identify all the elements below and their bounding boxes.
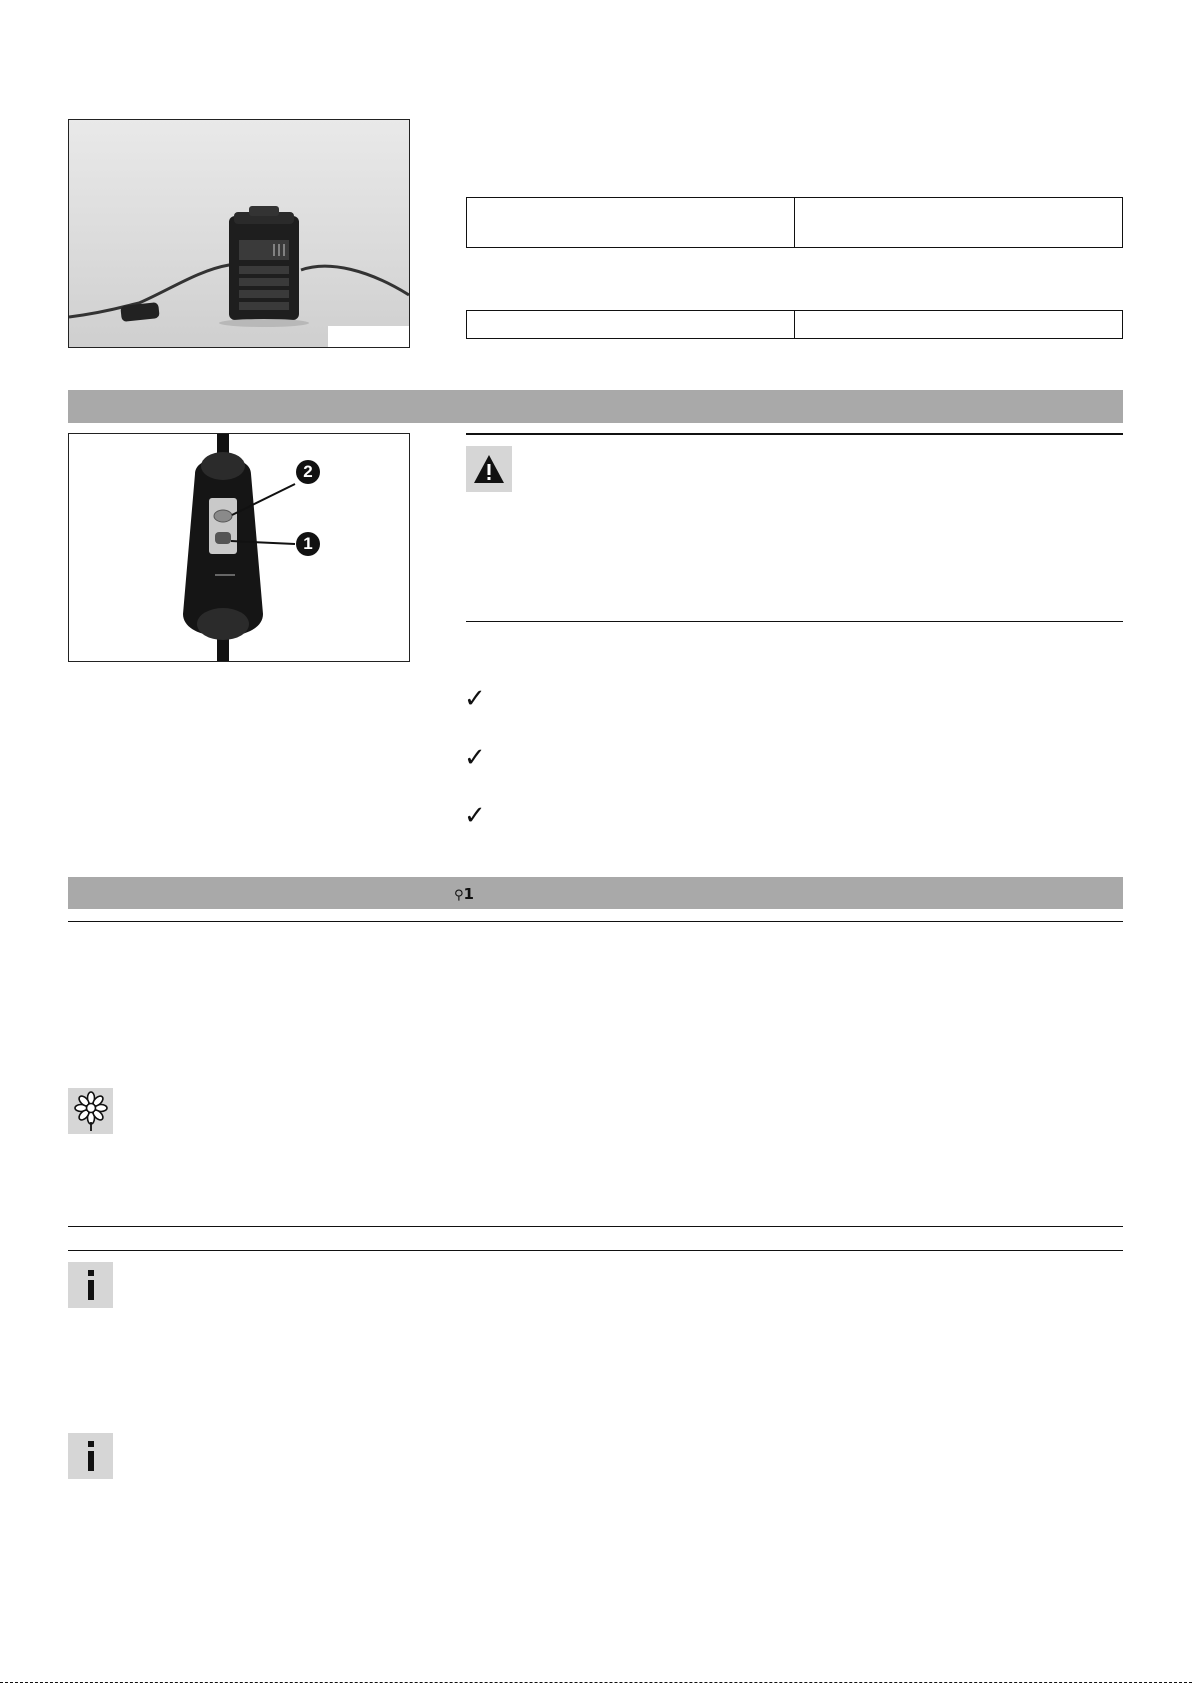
- controller-photo-image: [69, 434, 409, 661]
- tool-reference: [454, 885, 474, 903]
- info-icon: [85, 1270, 97, 1300]
- warning-triangle-icon: [472, 453, 506, 485]
- warning-top-rule: [466, 433, 1123, 435]
- work-section-bar: [68, 877, 1123, 909]
- page-bottom-line: [0, 1682, 1192, 1683]
- warning-bottom-rule: [466, 621, 1123, 622]
- checklist-mark: ✓: [464, 684, 486, 714]
- spec-table-2: [466, 310, 1123, 339]
- spec-table-1-cell: [794, 198, 1122, 247]
- charger-photo: [68, 119, 410, 348]
- work-section-rule: [68, 921, 1123, 922]
- callout-1: 1: [296, 532, 320, 556]
- warning-icon-box: [466, 446, 512, 492]
- spec-table-1: [466, 197, 1123, 248]
- controller-photo: [68, 433, 410, 662]
- callout-2: 2: [296, 460, 320, 484]
- wrench-icon: ⚲: [454, 888, 464, 903]
- tool-reference-number: 1: [463, 885, 474, 903]
- section-bar: [68, 390, 1123, 423]
- spec-table-2-cell: [794, 311, 1122, 338]
- tip-rule: [68, 1226, 1123, 1227]
- info-rule: [68, 1250, 1123, 1251]
- spec-table-1-cell: [467, 198, 794, 247]
- spec-table-2-cell: [467, 311, 794, 338]
- info-icon-box: [68, 1433, 113, 1479]
- checklist-mark: ✓: [464, 801, 486, 831]
- tip-icon-box: [68, 1088, 113, 1134]
- flower-icon: [73, 1091, 109, 1131]
- checklist-mark: ✓: [464, 743, 486, 773]
- info-icon-box: [68, 1262, 113, 1308]
- charger-photo-image: [69, 120, 409, 347]
- info-icon: [85, 1441, 97, 1471]
